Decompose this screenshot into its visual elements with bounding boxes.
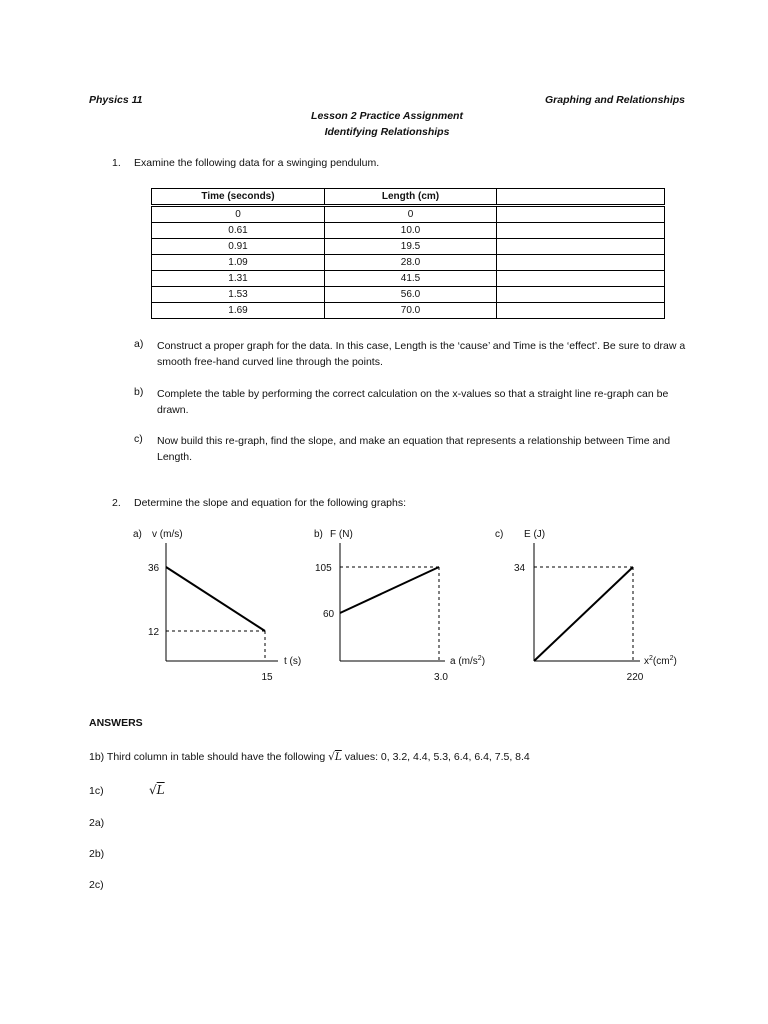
table-cell: 41.5: [325, 271, 497, 287]
table-header-length: Length (cm): [325, 189, 497, 206]
answer-1c-label: 1c): [89, 785, 104, 797]
table-cell: [497, 303, 665, 319]
q2-number: 2.: [112, 497, 121, 509]
graph-c-label: c): [495, 529, 504, 540]
header-topic: Graphing and Relationships: [544, 94, 685, 106]
table-header-time: Time (seconds): [152, 189, 325, 206]
q1b-text: Complete the table by performing the correct calculation on the x-values so that a straight line re-graph can be drawn.: [157, 388, 669, 416]
table-cell: 1.69: [152, 303, 325, 319]
graph-b-ytick-105: 105: [315, 563, 332, 574]
graph-b-ytick-60: 60: [323, 609, 335, 620]
graph-b-label: b): [314, 529, 323, 540]
graph-b: [310, 522, 510, 687]
table-cell: 0: [152, 206, 325, 223]
sqrt-variable: L: [156, 783, 165, 797]
graph-a-ytick-36: 36: [148, 563, 160, 574]
table-row: [152, 223, 665, 239]
graph-a-label: a): [133, 529, 142, 540]
table-cell: 0.61: [152, 223, 325, 239]
answer-1b-values: values: 0, 3.2, 4.4, 5.3, 6.4, 6.4, 7.5, 8.4: [341, 751, 530, 763]
table-cell: 56.0: [325, 287, 497, 303]
answer-2a-label: 2a): [89, 817, 105, 829]
table-cell: [497, 206, 665, 223]
table-cell: 19.5: [325, 239, 497, 255]
page-title: Lesson 2 Practice Assignment: [311, 110, 463, 122]
graph-a-ytick-12: 12: [148, 627, 160, 638]
table-cell: [497, 239, 665, 255]
table-cell: [497, 287, 665, 303]
q2-prompt: Determine the slope and equation for the following graphs:: [134, 497, 407, 509]
graph-c-xlabel: $x^2(cm^2)$: [644, 655, 677, 667]
answers-heading: ANSWERS: [89, 717, 143, 729]
table-row: [152, 303, 665, 319]
graph-b-data-line: [340, 567, 439, 613]
graph-c: [490, 522, 695, 687]
answer-1c-sqrt: [149, 783, 165, 797]
q1c-text: Now build this re-graph, find the slope, and make an equation that represents a relationship between Time and Length.: [157, 435, 671, 463]
graph-b-ylabel: F (N): [330, 529, 353, 540]
sqrt-symbol: √: [149, 783, 157, 797]
graph-a: [130, 522, 320, 687]
sqrt-symbol: √: [328, 751, 335, 763]
table-row: [152, 271, 665, 287]
answer-2b-label: 2b): [89, 848, 105, 860]
graph-c-xtick-220: 220: [626, 672, 644, 683]
table-cell: 0.91: [152, 239, 325, 255]
graph-c-ylabel: E (J): [524, 529, 546, 540]
table-cell: [497, 271, 665, 287]
graph-b-xtick-3: 3.0: [434, 672, 448, 683]
table-row: [152, 255, 665, 271]
table-cell: [497, 255, 665, 271]
sqrt-variable: L: [334, 751, 342, 763]
q1a-text: Construct a proper graph for the data. In this case, Length is the ‘cause’ and Time is the ‘effect’. Be sure to draw a smooth free-hand curved line through the points.: [157, 340, 686, 368]
table-cell: 1.31: [152, 271, 325, 287]
table-row: [152, 287, 665, 303]
table-cell: 28.0: [325, 255, 497, 271]
answer-2c-label: 2c): [89, 879, 104, 891]
q1b-label: b): [134, 386, 144, 398]
table-cell: 70.0: [325, 303, 497, 319]
q1-prompt: Examine the following data for a swinging pendulum.: [134, 157, 380, 169]
graph-c-ytick-34: 34: [514, 563, 526, 574]
table-cell: 10.0: [325, 223, 497, 239]
q1c-label: c): [134, 433, 143, 445]
pendulum-table: [151, 188, 665, 319]
table-row: [152, 239, 665, 255]
table-cell: 1.53: [152, 287, 325, 303]
answer-1b-prefix: 1b) Third column in table should have the following: [89, 751, 329, 763]
table-row: [152, 206, 665, 223]
table-header-third: [497, 189, 665, 206]
table-header-row: [152, 189, 665, 206]
answer-1b: [89, 751, 530, 763]
graph-a-ylabel: v (m/s): [152, 529, 183, 540]
graph-a-xlabel: t (s): [284, 656, 302, 667]
q1a-label: a): [134, 338, 144, 350]
graph-b-xlabel: a $(m/s^2)$: [450, 655, 486, 667]
table-cell: [497, 223, 665, 239]
page-subtitle: Identifying Relationships: [324, 126, 450, 138]
graph-a-data-line: [166, 567, 265, 631]
table-cell: 1.09: [152, 255, 325, 271]
graph-c-data-line: [534, 567, 633, 661]
header-course: Physics 11: [89, 94, 143, 106]
table-cell: 0: [325, 206, 497, 223]
q1-number: 1.: [112, 157, 121, 169]
graph-a-xtick-15: 15: [261, 672, 273, 683]
